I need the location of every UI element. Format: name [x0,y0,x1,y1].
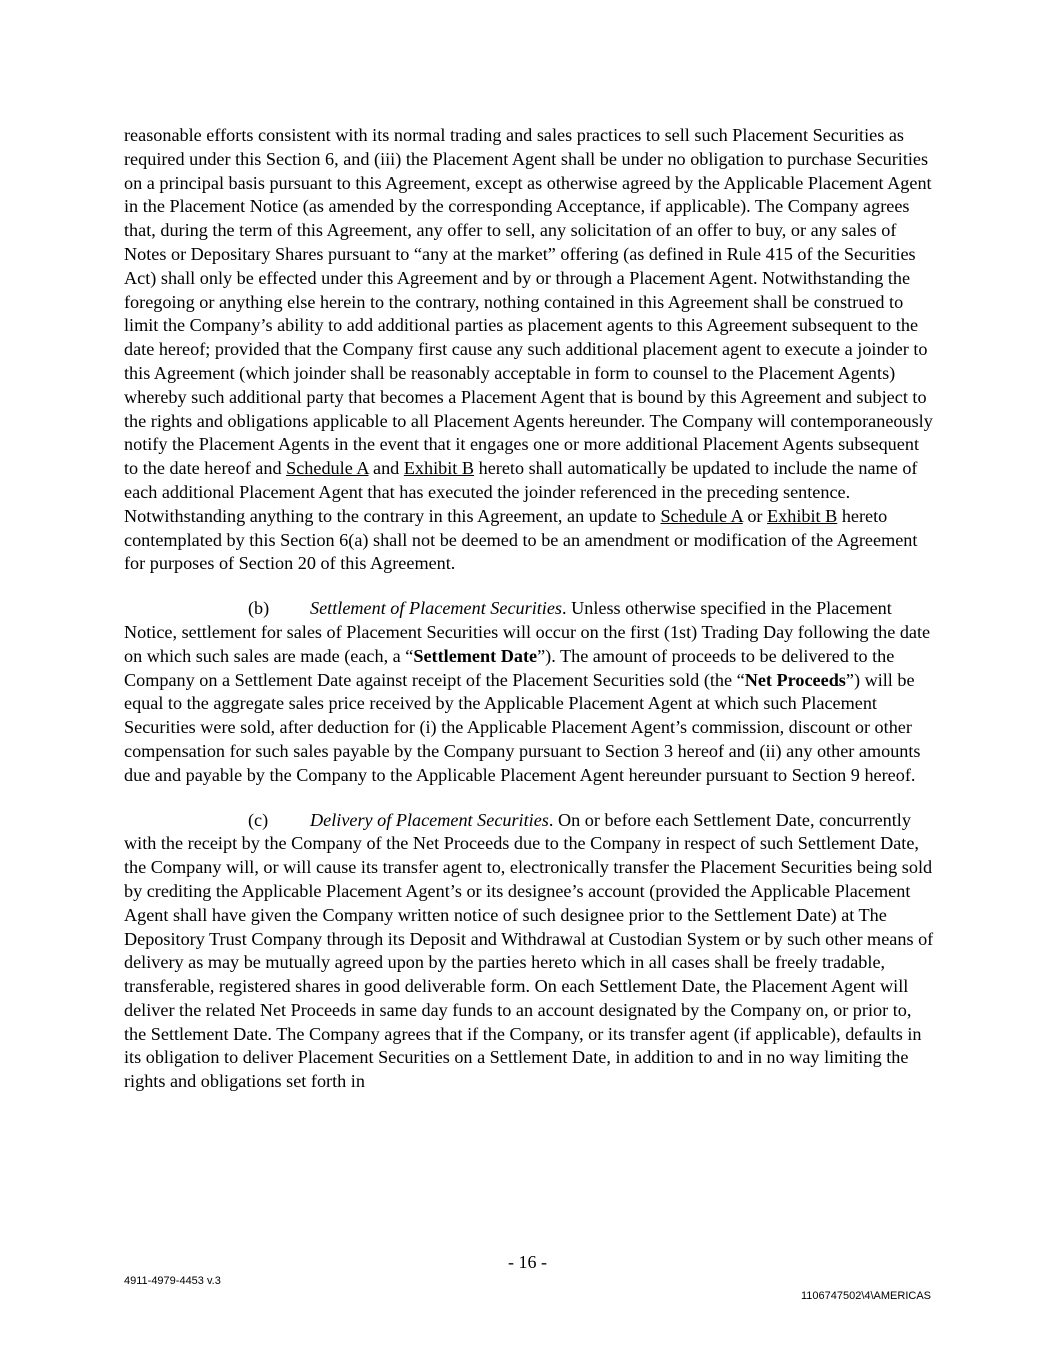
paragraph-b [124,597,934,787]
document-body [124,124,934,1115]
paragraph-label: (b) [248,598,270,619]
exhibit-b-reference: Exhibit B [767,505,838,526]
document-id-right: 1106747502\4\AMERICAS [800,1290,931,1302]
schedule-a-reference: Schedule A [286,458,369,479]
para-text: ”). The amount of proceeds to be delivered to the Company on a Settlement Date against receipt of the Placement Securities sold (the “ [124,645,895,690]
defined-term: Net Proceeds [744,669,846,690]
page-number: - 16 - [508,1252,547,1272]
defined-term: Settlement Date [413,645,538,666]
paragraph-c [124,809,934,1095]
paragraph-a-continuation [124,124,934,576]
para-text: ”) will be equal to the aggregate sales price received by the Applicable Placement Agent at which such Placement Securities were sold, after deduction for (i) the Applicable Placement Agent’s commission, discount or other compensation for such sales payable by the Company pursuant to Section 3 hereof and (ii) any other amounts due and payable by the Company to the Applicable Placement Agent hereunder pursuant to Section 9 hereof. [124,669,921,785]
para-text: and [368,458,404,479]
section-heading: Settlement of Placement Securities [310,598,563,619]
document-id-left: 4911-4979-4453 v.3 [124,1275,221,1287]
section-heading: Delivery of Placement Securities [310,809,549,830]
schedule-a-reference: Schedule A [660,505,743,526]
para-text: or [742,505,768,526]
paragraph-label: (c) [248,809,269,830]
para-text: hereto shall automatically be updated to include the name of each additional Placement Agent that has executed the joinder referenced in the preceding sentence. Notwithstanding anything to the contrary in this Agreement, an update to [124,458,918,526]
para-text: hereto contemplated by this Section 6(a) shall not be deemed to be an amendment or modification of the Agreement for purposes of Section 20 of this Agreement. [124,505,918,574]
para-text: . Unless otherwise specified in the Placement Notice, settlement for sales of Placement Securities will occur on the first (1st) Trading Day following the date on which such sales are made (each, a “ [124,598,931,666]
exhibit-b-reference: Exhibit B [403,458,475,479]
para-text: . On or before each Settlement Date, concurrently with the receipt by the Company of the Net Proceeds due to the Company in respect of such Settlement Date, the Company will, or will cause its transfer agent to, electronically transfer the Placement Securities being sold by crediting the Applicable Placement Agent’s or its designee’s account (provided the Applicable Placement Agent shall have given the Company written notice of such designee prior to the Settlement Date) at The Depository Trust Company through its Deposit and Withdrawal at Custodian System or by such other means of delivery as may be mutually agreed upon by the parties hereto which in all cases shall be freely tradable, transferable, registered shares in good deliverable form. On each Settlement Date, the Placement Agent will deliver the related Net Proceeds in same day funds to an account designated by the Company on, or prior to, the Settlement Date. The Company agrees that if the Company, or its transfer agent (if applicable), defaults in its obligation to deliver Placement Securities on a Settlement Date, in addition to and in no way limiting the rights and obligations set forth in [124,809,934,1092]
para-text: reasonable efforts consistent with its normal trading and sales practices to sell such Placement Securities as required under this Section 6, and (iii) the Placement Agent shall be under no obligation to purchase Securities on a principal basis pursuant to this Agreement, except as otherwise agreed by the Applicable Placement Agent in the Placement Notice (as amended by the corresponding Acceptance, if applicable). The Company agrees that, during the term of this Agreement, any offer to sell, any solicitation of an offer to buy, or any sales of Notes or Depositary Shares pursuant to “any at the market” offering (as defined in Rule 415 of the Securities Act) shall only be effected under this Agreement and by or through a Placement Agent. Notwithstanding the foregoing or anything else herein to the contrary, nothing contained in this Agreement shall be construed to limit the Company’s ability to add additional parties as placement agents to this Agreement subsequent to the date hereof; provided that the Company first cause any such additional placement agent to execute a joinder to this Agreement (which joinder shall be reasonably acceptable in form to counsel to the Placement Agents) whereby such additional party that becomes a Placement Agent that is bound by this Agreement and subject to the rights and obligations applicable to all Placement Agents hereunder. The Company will contemporaneously notify the Placement Agents in the event that it engages one or more additional Placement Agents subsequent to the date hereof and [124,125,933,479]
